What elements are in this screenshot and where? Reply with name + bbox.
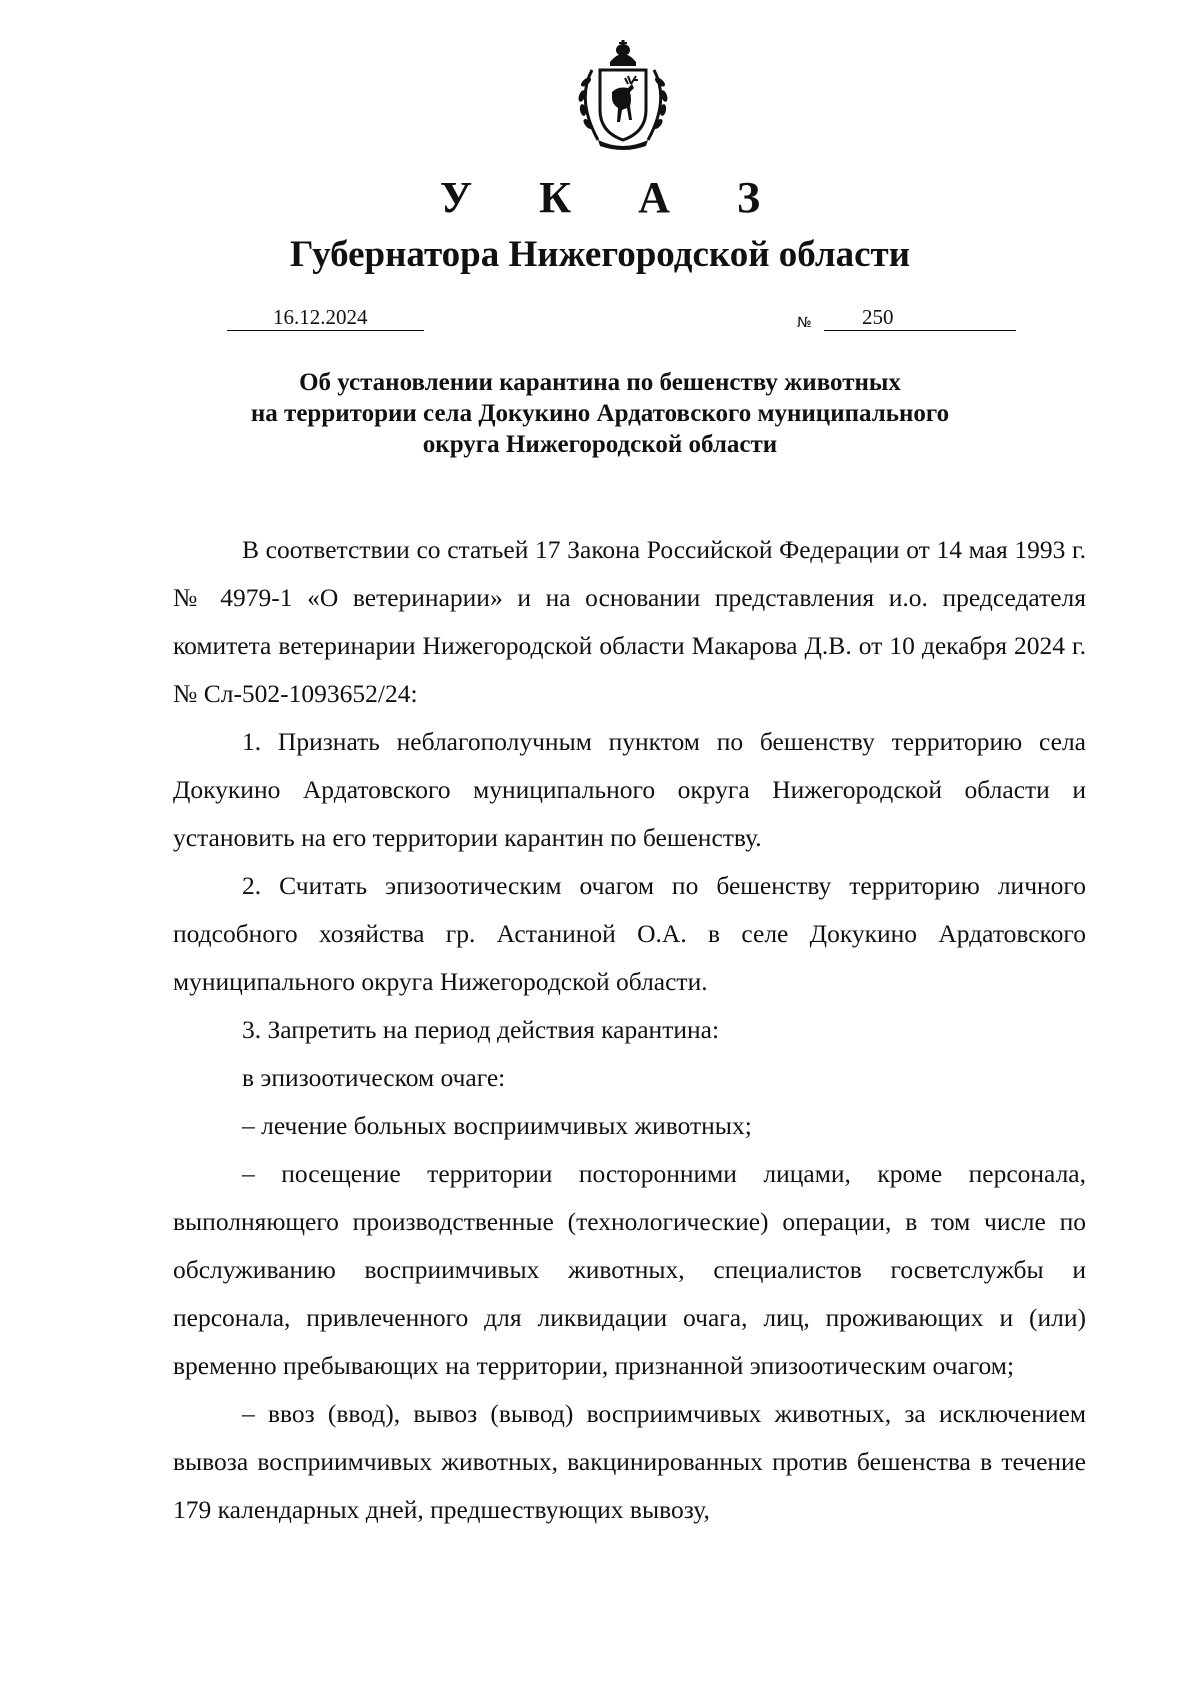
subject-line: на территории села Докукино Ардатовского муниципального	[250, 400, 950, 427]
decree-subject	[150, 367, 1050, 460]
decree-number: 250	[824, 304, 1016, 331]
body-paragraph-ban-transport: – ввоз (ввод), вывоз (вывод) восприимчивых животных, за исключением вывоза восприимчивых животных, вакцинированных против бешенства в течение 179 календарных дней, предшествующих вывозу,	[173, 1399, 1086, 1524]
subject-line: округа Нижегородской области	[422, 431, 778, 458]
coat-of-arms-icon	[568, 40, 678, 150]
body-paragraph-ban-visits: – посещение территории посторонними лицами, кроме персонала, выполняющего производственные (технологические) операции, в том числе по обслуживанию восприимчивых животных, специалистов госветслужбы и персонала, привлеченного для ликвидации очага, лиц, проживающих и (или) временно пребывающих на территории, признанной эпизоотическим очагом;	[173, 1159, 1086, 1380]
body-paragraph-item-3: 3. Запретить на период действия карантина:	[242, 1015, 720, 1044]
decree-issuer: Губернатора Нижегородской области	[289, 234, 911, 275]
decree-body	[173, 526, 1086, 1534]
body-paragraph-ban-treatment: – лечение больных восприимчивых животных;	[242, 1111, 752, 1140]
number-sign: №	[797, 315, 812, 331]
body-paragraph-preamble: В соответствии со статьей 17 Закона Российской Федерации от 14 мая 1993 г. № 4979-1 «О ветеринарии» и на основании представления и.о. председателя комитета ветеринарии Нижегородской области Макарова Д.В. от 10 декабря 2024 г. № Сл-502-1093652/24:	[173, 535, 1086, 708]
body-paragraph-item-1: 1. Признать неблагополучным пунктом по бешенству территорию села Докукино Ардатовского муниципального округа Нижегородской области и установить на его территории карантин по бешенству.	[173, 727, 1086, 852]
body-paragraph-focus-heading: в эпизоотическом очаге:	[242, 1063, 506, 1092]
body-paragraph-item-2: 2. Считать эпизоотическим очагом по бешенству территорию личного подсобного хозяйства гр. Астаниной О.А. в селе Докукино Ардатовского муниципального округа Нижегородской области.	[173, 871, 1086, 996]
decree-title: У К А З	[439, 173, 789, 222]
subject-line: Об установлении карантина по бешенству животных	[299, 369, 901, 396]
decree-date: 16.12.2024	[227, 304, 424, 331]
